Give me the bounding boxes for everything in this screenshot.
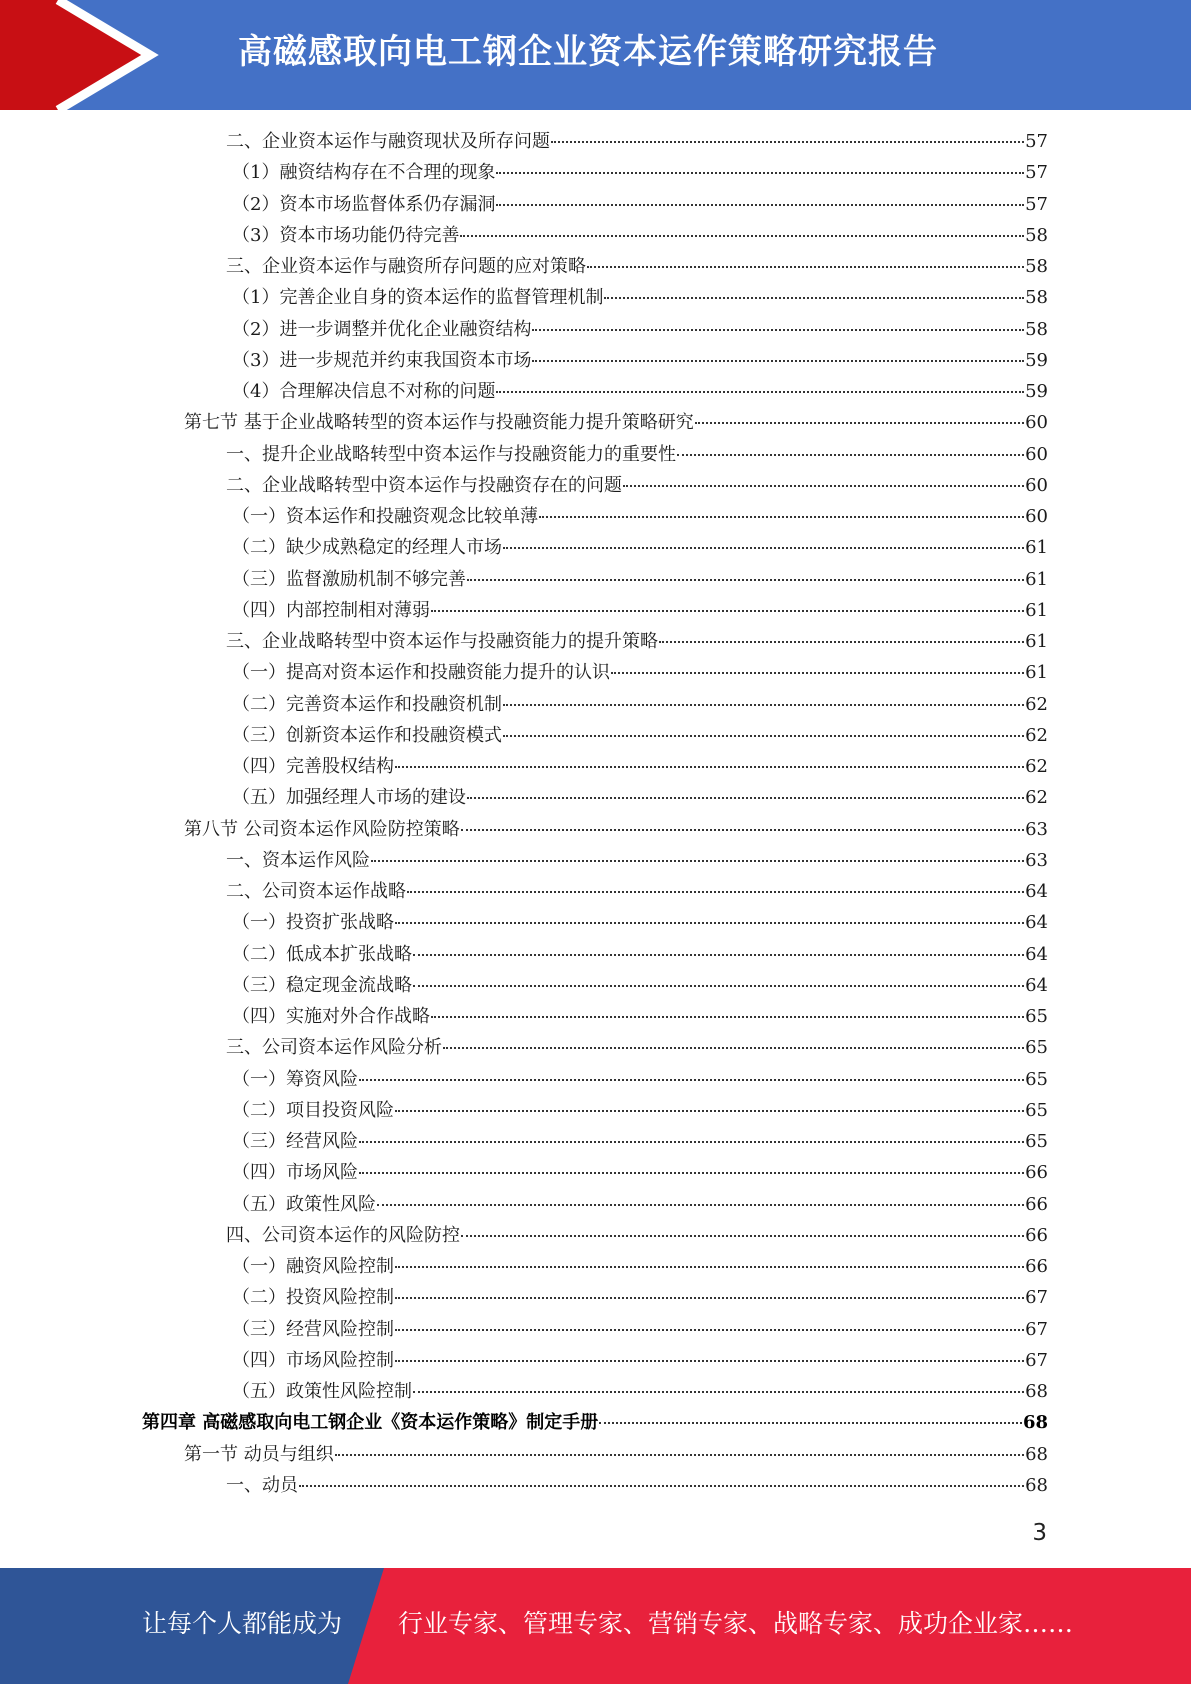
toc-dot-leader bbox=[413, 985, 1024, 987]
toc-dot-leader bbox=[677, 454, 1024, 456]
toc-page-number: 68 bbox=[1025, 1381, 1048, 1402]
toc-entry-title: （四）内部控制相对薄弱 bbox=[232, 599, 430, 621]
toc-page-number: 66 bbox=[1025, 1162, 1048, 1184]
toc-dot-leader bbox=[407, 891, 1024, 893]
toc-page-number: 60 bbox=[1025, 506, 1048, 527]
toc-entry[interactable] bbox=[232, 720, 1048, 751]
toc-entry[interactable] bbox=[232, 376, 1048, 407]
toc-entry[interactable] bbox=[232, 345, 1048, 376]
toc-entry[interactable] bbox=[232, 532, 1048, 563]
toc-entry-title: （三）经营风险控制 bbox=[232, 1318, 394, 1340]
toc-entry[interactable] bbox=[232, 1345, 1048, 1376]
toc-entry[interactable] bbox=[226, 845, 1048, 876]
toc-page-number: 62 bbox=[1025, 693, 1048, 715]
toc-entry-title: （4）合理解决信息不对称的问题 bbox=[232, 381, 496, 402]
toc-page-number: 61 bbox=[1025, 568, 1048, 590]
toc-entry-title: （四）完善股权结构 bbox=[232, 756, 394, 777]
toc-page-number: 63 bbox=[1025, 818, 1048, 840]
toc-entry-title: （三）稳定现金流战略 bbox=[232, 974, 412, 996]
toc-dot-leader bbox=[467, 579, 1024, 581]
toc-entry[interactable] bbox=[232, 751, 1048, 782]
toc-entry-title: （五）加强经理人市场的建设 bbox=[232, 787, 466, 809]
toc-entry-title: 二、企业资本运作与融资现状及所存问题 bbox=[226, 131, 550, 152]
toc-dot-leader bbox=[460, 235, 1024, 237]
toc-entry-title: 一、提升企业战略转型中资本运作与投融资能力的重要性 bbox=[226, 443, 676, 465]
toc-entry[interactable] bbox=[226, 1032, 1048, 1063]
toc-page-number: 63 bbox=[1025, 849, 1048, 871]
toc-page-number: 57 bbox=[1025, 162, 1048, 184]
toc-entry-title: （2）进一步调整并优化企业融资结构 bbox=[232, 318, 532, 340]
toc-dot-leader bbox=[532, 360, 1024, 362]
toc-entry[interactable] bbox=[232, 1157, 1048, 1188]
toc-entry-title: （3）进一步规范并约束我国资本市场 bbox=[232, 349, 532, 371]
toc-entry[interactable] bbox=[232, 595, 1048, 626]
toc-entry[interactable] bbox=[184, 1439, 1048, 1470]
toc-entry[interactable] bbox=[184, 407, 1048, 438]
toc-entry-title: 二、公司资本运作战略 bbox=[226, 881, 406, 902]
toc-entry-title: 第七节 基于企业战略转型的资本运作与投融资能力提升策略研究 bbox=[184, 412, 694, 434]
toc-entry-title: （一）资本运作和投融资观念比较单薄 bbox=[232, 506, 538, 527]
toc-entry-title: 一、资本运作风险 bbox=[226, 849, 370, 871]
toc-dot-leader bbox=[551, 141, 1024, 143]
toc-entry-title: （3）资本市场功能仍待完善 bbox=[232, 224, 460, 246]
toc-page-number: 58 bbox=[1025, 224, 1048, 246]
toc-dot-leader bbox=[395, 922, 1024, 924]
toc-page-number: 65 bbox=[1025, 1006, 1048, 1027]
toc-entry-title: 二、企业战略转型中资本运作与投融资存在的问题 bbox=[226, 474, 622, 496]
toc-page-number: 60 bbox=[1025, 412, 1048, 434]
toc-dot-leader bbox=[695, 422, 1024, 424]
toc-entry-title: （三）创新资本运作和投融资模式 bbox=[232, 724, 502, 746]
toc-page-number: 64 bbox=[1025, 881, 1048, 902]
toc-dot-leader bbox=[496, 391, 1024, 393]
toc-page-number: 68 bbox=[1025, 1443, 1048, 1465]
toc-entry[interactable] bbox=[232, 189, 1048, 220]
toc-entry[interactable] bbox=[232, 157, 1048, 188]
toc-dot-leader bbox=[532, 329, 1024, 331]
toc-page-number: 58 bbox=[1025, 287, 1048, 309]
toc-page-number: 67 bbox=[1025, 1349, 1048, 1371]
toc-dot-leader bbox=[503, 547, 1024, 549]
toc-entry-title: （二）低成本扩张战略 bbox=[232, 943, 412, 965]
toc-entry[interactable] bbox=[232, 1314, 1048, 1345]
toc-entry[interactable] bbox=[232, 220, 1048, 251]
toc-page-number: 59 bbox=[1025, 349, 1048, 371]
toc-entry[interactable] bbox=[232, 1064, 1048, 1095]
toc-dot-leader bbox=[377, 1204, 1024, 1206]
toc-entry-title: （四）市场风险控制 bbox=[232, 1349, 394, 1371]
toc-dot-leader bbox=[443, 1047, 1024, 1049]
toc-page-number: 65 bbox=[1025, 1037, 1048, 1059]
toc-dot-leader bbox=[395, 1110, 1024, 1112]
toc-dot-leader bbox=[587, 266, 1024, 268]
toc-dot-leader bbox=[503, 735, 1024, 737]
toc-dot-leader bbox=[395, 1297, 1024, 1299]
toc-entry-title: （三）经营风险 bbox=[232, 1131, 358, 1152]
toc-entry[interactable] bbox=[226, 626, 1048, 657]
toc-page-number: 61 bbox=[1025, 662, 1048, 684]
toc-entry-title: （1）融资结构存在不合理的现象 bbox=[232, 162, 496, 184]
toc-entry-title: （三）监督激励机制不够完善 bbox=[232, 568, 466, 590]
toc-dot-leader bbox=[371, 860, 1024, 862]
toc-entry-title: （五）政策性风险控制 bbox=[232, 1381, 412, 1402]
toc-page-number: 60 bbox=[1025, 443, 1048, 465]
toc-dot-leader bbox=[496, 204, 1024, 206]
toc-dot-leader bbox=[413, 954, 1024, 956]
toc-dot-leader bbox=[467, 797, 1024, 799]
toc-entry[interactable] bbox=[232, 1095, 1048, 1126]
toc-page-number: 64 bbox=[1025, 974, 1048, 996]
toc-entry[interactable] bbox=[232, 657, 1048, 688]
toc-page-number: 61 bbox=[1025, 631, 1048, 652]
toc-page-number: 65 bbox=[1025, 1068, 1048, 1090]
toc-dot-leader bbox=[539, 516, 1024, 518]
toc-entry-title: 第一节 动员与组织 bbox=[184, 1443, 334, 1465]
toc-page-number: 67 bbox=[1025, 1318, 1048, 1340]
toc-page-number: 64 bbox=[1025, 912, 1048, 934]
toc-entry[interactable] bbox=[232, 970, 1048, 1001]
toc-entry-title: （四）实施对外合作战略 bbox=[232, 1006, 430, 1027]
toc-entry-title: （2）资本市场监督体系仍存漏洞 bbox=[232, 193, 496, 215]
toc-entry[interactable] bbox=[232, 782, 1048, 813]
toc-page-number: 65 bbox=[1025, 1131, 1048, 1152]
footer-slogan-right: 行业专家、管理专家、营销专家、战略专家、成功企业家…… bbox=[398, 1609, 1074, 1638]
toc-dot-leader bbox=[359, 1141, 1024, 1143]
toc-entry-title: 三、公司资本运作风险分析 bbox=[226, 1037, 442, 1059]
toc-page-number: 66 bbox=[1025, 1193, 1048, 1215]
toc-entry[interactable] bbox=[226, 470, 1048, 501]
toc-dot-leader bbox=[611, 672, 1024, 674]
footer-slogan-left: 让每个人都能成为 bbox=[142, 1609, 343, 1638]
toc-dot-leader bbox=[359, 1172, 1024, 1174]
toc-dot-leader bbox=[461, 829, 1024, 831]
toc-entry[interactable] bbox=[226, 251, 1048, 282]
toc-entry[interactable] bbox=[232, 1251, 1048, 1282]
toc-entry[interactable] bbox=[232, 1001, 1048, 1032]
toc-page-number: 64 bbox=[1025, 943, 1048, 965]
toc-entry-title: （二）投资风险控制 bbox=[232, 1287, 394, 1309]
toc-dot-leader bbox=[395, 1266, 1024, 1268]
footer-band bbox=[0, 1568, 1191, 1684]
page-number: 3 bbox=[1032, 1520, 1047, 1546]
toc-entry-title: 第四章 高磁感取向电工钢企业《资本运作策略》制定手册 bbox=[142, 1412, 599, 1434]
toc-entry[interactable] bbox=[232, 907, 1048, 938]
toc-entry[interactable] bbox=[232, 1126, 1048, 1157]
toc-entry[interactable] bbox=[226, 1220, 1048, 1251]
toc-page-number: 61 bbox=[1025, 599, 1048, 621]
toc-entry[interactable] bbox=[232, 689, 1048, 720]
toc-dot-leader bbox=[335, 1454, 1024, 1456]
toc-entry[interactable] bbox=[232, 282, 1048, 313]
toc-dot-leader bbox=[623, 485, 1024, 487]
toc-page-number: 62 bbox=[1025, 787, 1048, 809]
toc-entry[interactable] bbox=[226, 126, 1048, 157]
toc-entry[interactable] bbox=[232, 939, 1048, 970]
toc-dot-leader bbox=[431, 610, 1024, 612]
toc-dot-leader bbox=[359, 1079, 1024, 1081]
toc-entry-title: （一）融资风险控制 bbox=[232, 1256, 394, 1277]
header-band bbox=[0, 0, 1191, 110]
toc-page-number: 58 bbox=[1025, 256, 1048, 277]
toc-entry-title: （五）政策性风险 bbox=[232, 1193, 376, 1215]
toc-entry-title: （四）市场风险 bbox=[232, 1162, 358, 1184]
toc-page-number: 67 bbox=[1025, 1287, 1048, 1309]
toc-dot-leader bbox=[299, 1485, 1024, 1487]
toc-entry-title: （二）缺少成熟稳定的经理人市场 bbox=[232, 537, 502, 559]
toc-entry[interactable] bbox=[226, 439, 1048, 470]
toc-page-number: 58 bbox=[1025, 318, 1048, 340]
toc-page-number: 66 bbox=[1025, 1256, 1048, 1277]
toc-entry-title: 第八节 公司资本运作风险防控策略 bbox=[184, 818, 460, 840]
toc-entry-title: （二）完善资本运作和投融资机制 bbox=[232, 693, 502, 715]
toc-page-number: 57 bbox=[1025, 131, 1048, 152]
toc-dot-leader bbox=[413, 1391, 1024, 1393]
report-title: 高磁感取向电工钢企业资本运作策略研究报告 bbox=[238, 32, 938, 72]
toc-dot-leader bbox=[496, 172, 1024, 174]
toc-dot-leader bbox=[503, 704, 1024, 706]
toc-entry-title: 一、动员 bbox=[226, 1474, 298, 1496]
toc-entry-title: （1）完善企业自身的资本运作的监督管理机制 bbox=[232, 287, 604, 309]
toc-dot-leader bbox=[395, 1360, 1024, 1362]
toc-page-number: 68 bbox=[1022, 1412, 1048, 1434]
toc-dot-leader bbox=[431, 1016, 1024, 1018]
toc-entry-title: 四、公司资本运作的风险防控 bbox=[226, 1224, 460, 1246]
toc-page-number: 66 bbox=[1025, 1224, 1048, 1246]
toc-dot-leader bbox=[659, 641, 1024, 643]
toc-dot-leader bbox=[599, 1422, 1022, 1424]
toc-entry-title: （一）筹资风险 bbox=[232, 1068, 358, 1090]
toc-dot-leader bbox=[395, 1329, 1024, 1331]
toc-entry-title: （一）投资扩张战略 bbox=[232, 912, 394, 934]
toc-entry[interactable] bbox=[226, 876, 1048, 907]
toc-dot-leader bbox=[461, 1235, 1024, 1237]
red-chevron-arrow bbox=[0, 0, 160, 110]
toc-page-number: 60 bbox=[1025, 474, 1048, 496]
toc-page-number: 57 bbox=[1025, 193, 1048, 215]
toc-dot-leader bbox=[395, 766, 1024, 768]
toc-page-number: 62 bbox=[1025, 724, 1048, 746]
toc-entry-title: （二）项目投资风险 bbox=[232, 1099, 394, 1121]
toc-page-number: 61 bbox=[1025, 537, 1048, 559]
toc-entry-title: 三、企业战略转型中资本运作与投融资能力的提升策略 bbox=[226, 631, 658, 652]
toc-entry[interactable] bbox=[232, 314, 1048, 345]
toc-entry-title: （一）提高对资本运作和投融资能力提升的认识 bbox=[232, 662, 610, 684]
toc-entry-title: 三、企业资本运作与融资所存问题的应对策略 bbox=[226, 256, 586, 277]
toc-entry[interactable] bbox=[232, 1376, 1048, 1407]
toc-page-number: 59 bbox=[1025, 381, 1048, 402]
toc-entry[interactable] bbox=[232, 564, 1048, 595]
toc-entry[interactable] bbox=[226, 1470, 1048, 1501]
toc-entry[interactable] bbox=[232, 501, 1048, 532]
toc-entry[interactable] bbox=[142, 1407, 1048, 1438]
toc-page-number: 65 bbox=[1025, 1099, 1048, 1121]
toc-entry[interactable] bbox=[184, 814, 1048, 845]
toc-page-number: 68 bbox=[1025, 1474, 1048, 1496]
toc-entry[interactable] bbox=[232, 1189, 1048, 1220]
toc-dot-leader bbox=[604, 297, 1024, 299]
toc-page-number: 62 bbox=[1025, 756, 1048, 777]
toc-entry[interactable] bbox=[232, 1282, 1048, 1313]
